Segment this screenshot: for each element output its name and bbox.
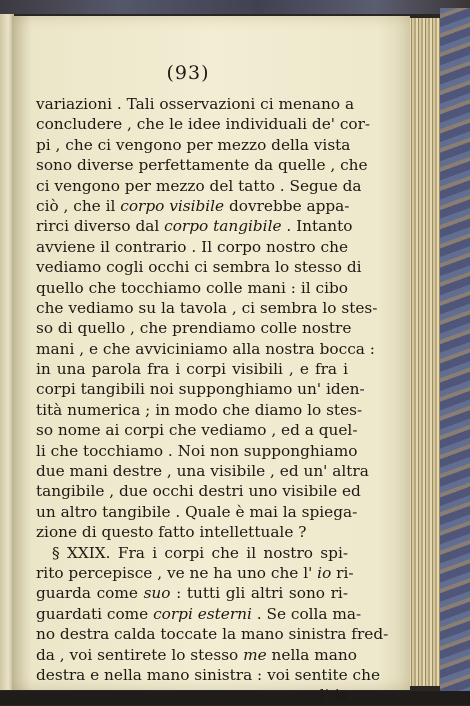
text-line xyxy=(36,563,354,583)
text-run: da , voi sentirete lo stesso xyxy=(36,645,244,664)
text-run: variazioni . Tali osservazioni ci menano a xyxy=(36,95,355,113)
text-run: : tutti gli altri sono ri- xyxy=(170,584,348,603)
text-line xyxy=(36,114,371,134)
italic-text: corpi esterni xyxy=(153,604,252,623)
text-line xyxy=(36,176,362,196)
text-run: avviene il contrario . Il corpo nostro che xyxy=(36,237,348,256)
italic-text: suo xyxy=(143,584,171,603)
italic-text: io xyxy=(317,563,332,582)
text-run: destra e nella mano sinistra : voi sentite che xyxy=(36,665,381,684)
text-run: pi , che ci vengono per mezzo della vista xyxy=(36,135,351,154)
text-run: li che tocchiamo . Noi non supponghiamo xyxy=(36,441,358,460)
text-line xyxy=(36,624,389,644)
italic-text: me xyxy=(243,645,267,664)
text-line xyxy=(36,481,361,501)
text-line xyxy=(36,298,378,318)
text-line xyxy=(36,583,348,603)
text-run: no destra calda toccate la mano sinistra fred- xyxy=(36,625,389,644)
text-run: . Se colla ma- xyxy=(251,604,362,623)
text-line xyxy=(36,339,375,359)
text-line xyxy=(36,441,358,461)
text-line xyxy=(36,400,363,420)
italic-text: corpo visibile xyxy=(120,196,225,215)
text-line xyxy=(36,645,357,665)
text-run: un altro tangibile . Quale è mai la spiega- xyxy=(36,502,358,521)
text-run: rito percepisce , ve ne ha uno che l' xyxy=(36,563,318,582)
text-line xyxy=(36,461,369,481)
text-run: so di quello , che prendiamo colle nostre xyxy=(36,319,352,338)
text-run: tangibile , due occhi destri uno visibile ed xyxy=(36,482,361,501)
italic-text: io xyxy=(333,686,348,705)
text-line xyxy=(36,237,348,257)
text-line xyxy=(36,604,362,624)
text-run: l' xyxy=(319,686,334,705)
text-run: nella mano xyxy=(266,645,357,664)
text-run: in una parola fra i corpi visibili , e fra i xyxy=(36,360,348,379)
text-line xyxy=(36,318,352,338)
text-run: concludere , che le idee individuali de' cor- xyxy=(36,115,371,134)
text-run: che vediamo su la tavola , ci sembra lo stes- xyxy=(36,298,378,317)
body-text xyxy=(36,94,389,706)
text-line xyxy=(36,155,368,175)
text-run: due mani destre , una visibile , ed un' altra xyxy=(36,462,369,481)
text-line xyxy=(36,196,348,216)
text-line xyxy=(36,379,365,399)
text-run: rirci diverso dal xyxy=(36,217,165,236)
text-run: so nome ai corpi che vediamo , ed a quel- xyxy=(36,421,358,440)
italic-text: corpo tangibile xyxy=(164,217,282,236)
text-line xyxy=(36,420,358,440)
text-run: tità numerica ; in modo che diamo lo stes- xyxy=(36,400,363,419)
text-line xyxy=(36,216,353,236)
text-run: ri- xyxy=(331,563,354,582)
text-run: corpi tangibili noi supponghiamo un' iden- xyxy=(36,380,365,399)
text-run: vediamo cogli occhi ci sembra lo stesso di xyxy=(36,258,362,277)
text-run: sono diverse perfettamente da quelle , che xyxy=(36,156,368,175)
text-line xyxy=(36,543,348,563)
text-line xyxy=(36,502,358,522)
text-line xyxy=(36,685,348,705)
text-run: ciò , che il xyxy=(36,196,121,215)
text-line xyxy=(36,135,351,155)
text-line xyxy=(36,94,355,114)
text-run: zione di questo fatto intellettuale ? xyxy=(36,523,307,542)
text-run: quello che tocchiamo colle mani : il cibo xyxy=(36,278,348,297)
text-line xyxy=(36,278,348,298)
text-line xyxy=(36,359,348,379)
text-run: guardati come xyxy=(36,604,154,623)
book-cover-top-edge xyxy=(0,0,470,14)
page-number: (93) xyxy=(166,62,210,84)
text-run: . Intanto xyxy=(281,217,353,236)
text-line xyxy=(36,522,348,542)
marbled-cover xyxy=(440,8,470,698)
text-run: § XXIX. Fra i corpi che il nostro spi- xyxy=(52,543,348,562)
text-run: ci vengono per mezzo del tatto . Segue da xyxy=(36,176,362,195)
text-line xyxy=(36,665,381,685)
text-run: dovrebbe appa- xyxy=(224,196,350,215)
text-run: guarda come xyxy=(36,584,144,603)
text-run: mani , e che avviciniamo alla nostra bocca : xyxy=(36,339,375,358)
text-line xyxy=(36,257,362,277)
